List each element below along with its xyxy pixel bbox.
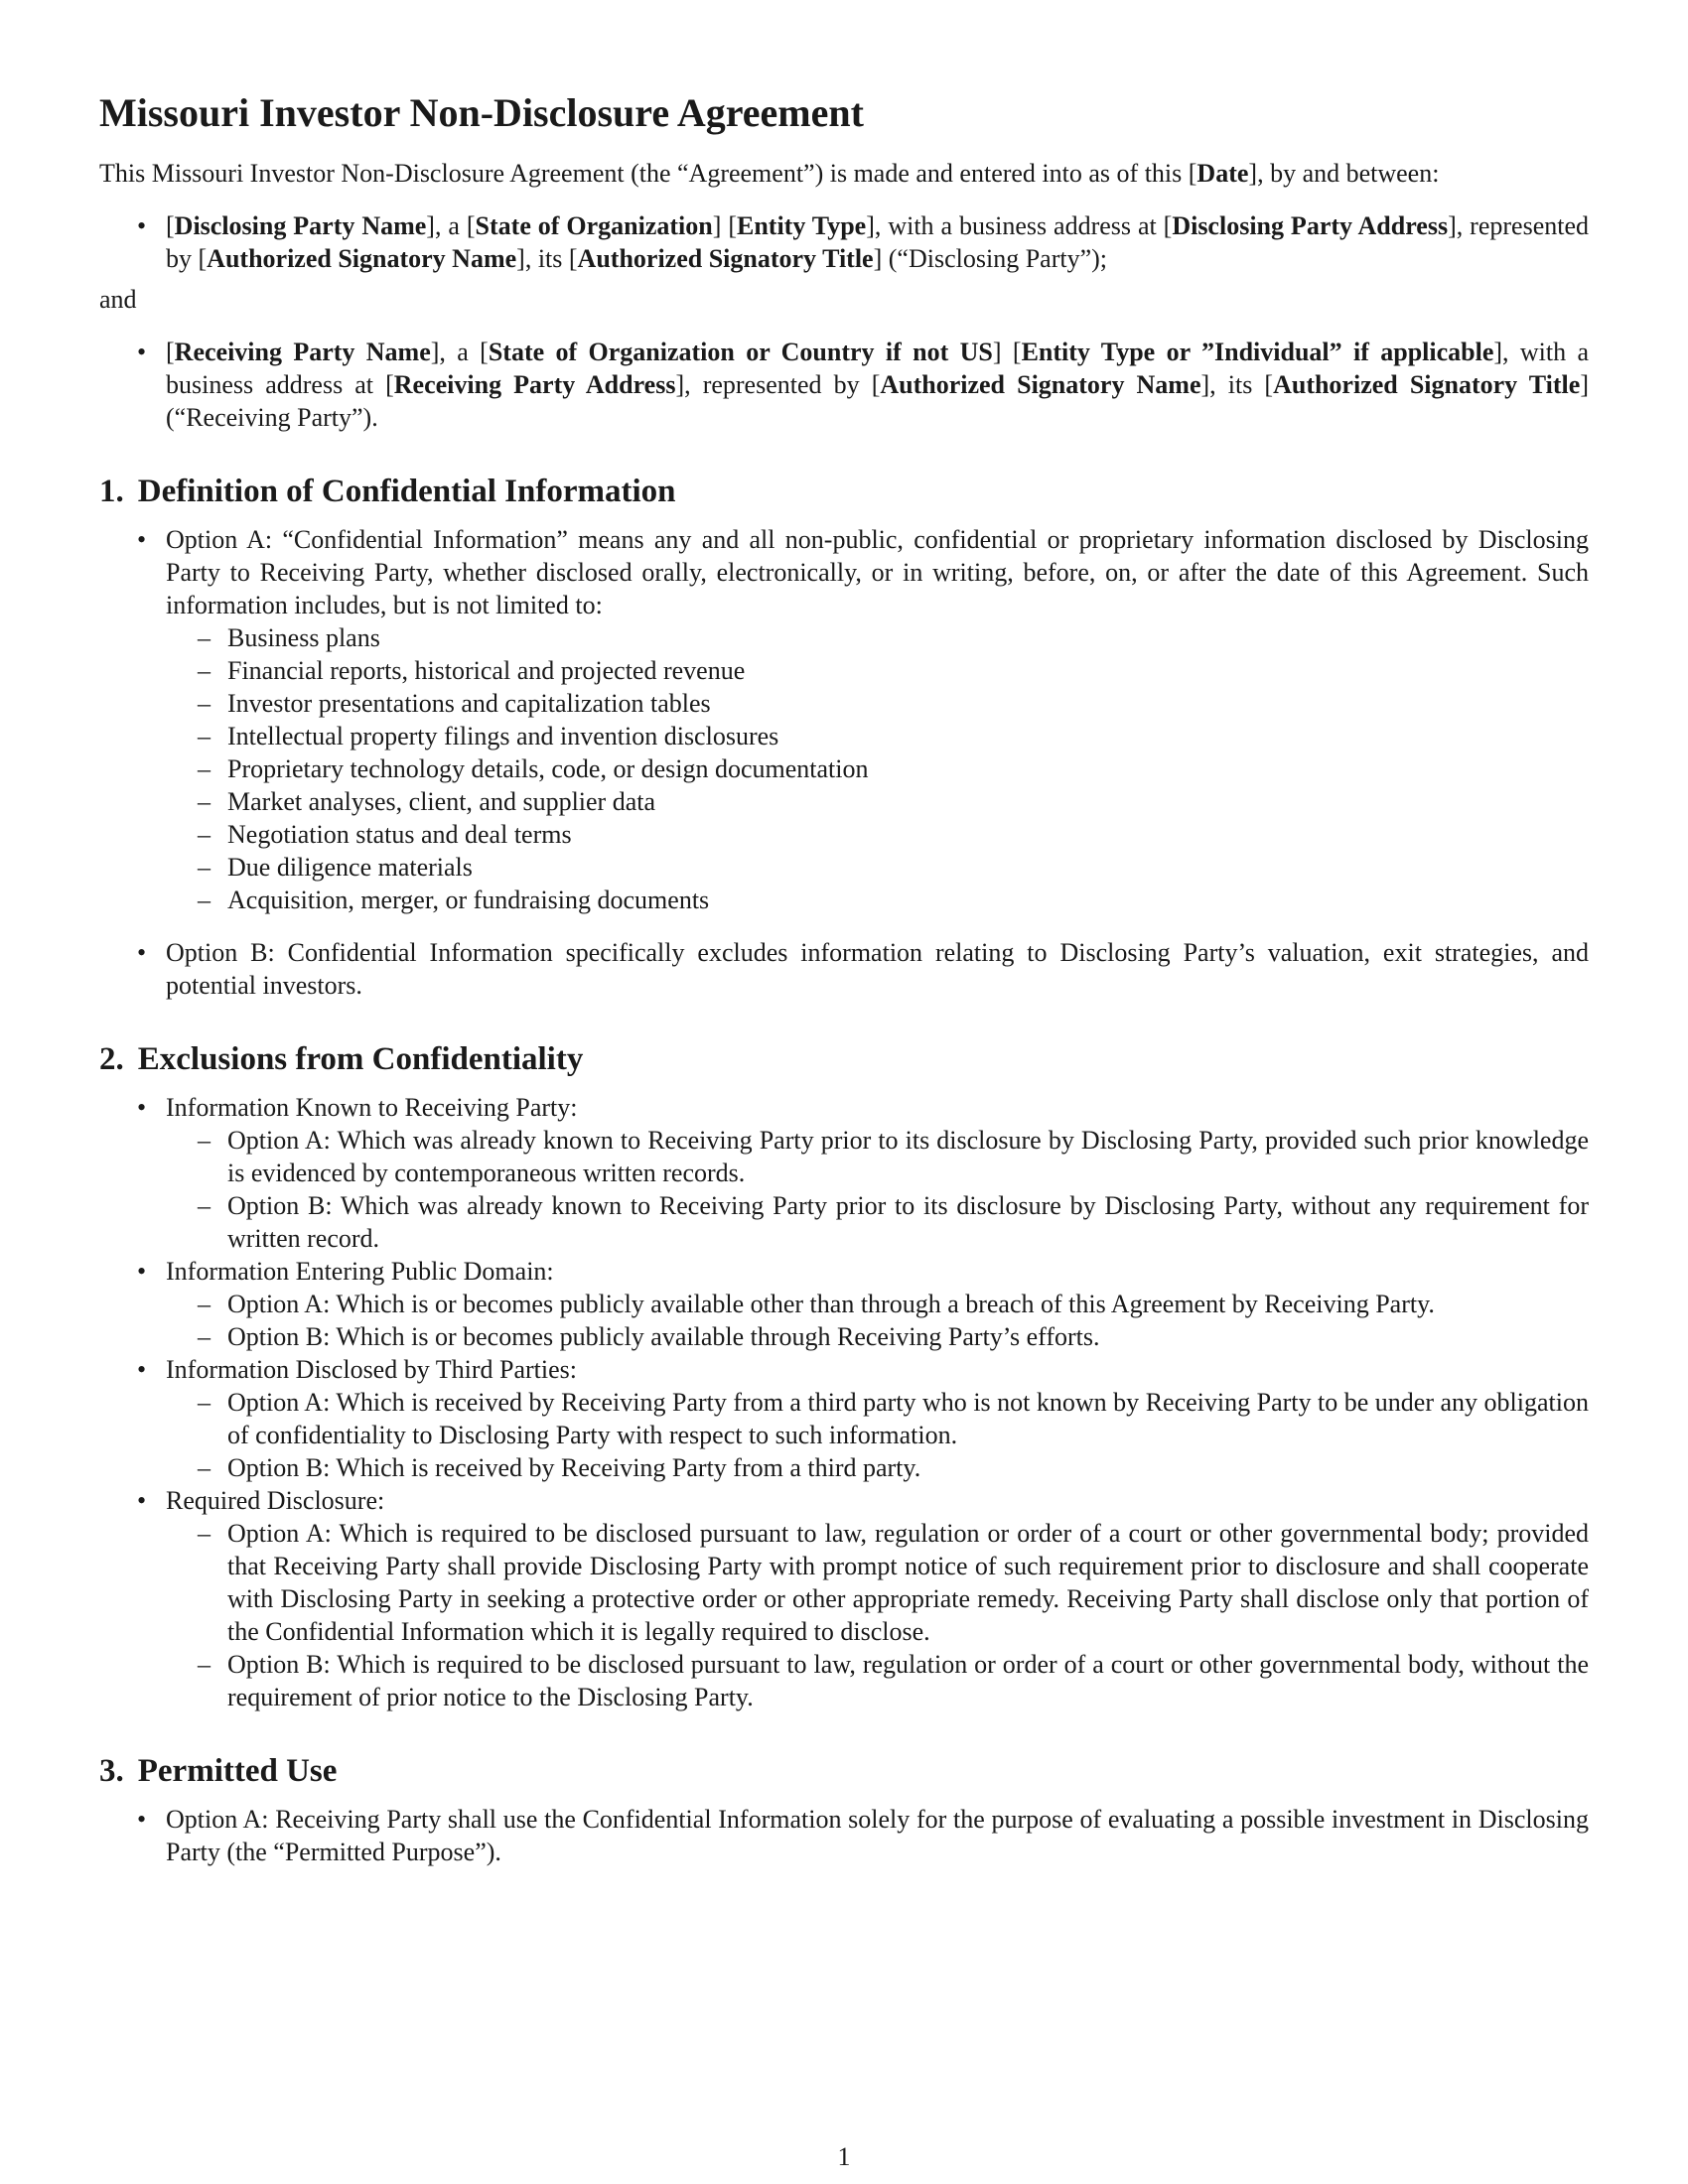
list-item: – Financial reports, historical and projected revenue — [166, 654, 1589, 687]
section-2-heading: 2. Exclusions from Confidentiality — [99, 1041, 584, 1077]
exclusion-option-a: – Option A: Which is or becomes publicly available other than through a breach of this Agreement by Receiving Party. — [166, 1288, 1589, 1320]
list-item: – Negotiation status and deal terms — [166, 818, 1589, 851]
receiving-party-item: • [Receiving Party Name], a [State of Organization or Country if not US] [Entity Type or ”Individual” if applicable], with a business address at [Receiving Party Address], represented by [Authorized Signatory Name], its [Authorized Signatory Title] (“Receiving Party”). — [99, 336, 1589, 434]
disclosing-party-list — [99, 209, 1589, 275]
section-1-option-b: • Option B: Confidential Information specifically excludes information relating to Disclosing Party’s valuation, exit strategies, and potential investors. — [99, 936, 1589, 1002]
exclusion-option-b: – Option B: Which was already known to Receiving Party prior to its disclosure by Disclosing Party, without any requirement for written record. — [166, 1189, 1589, 1255]
section-1-list — [99, 523, 1589, 1002]
list-item: – Proprietary technology details, code, or design documentation — [166, 752, 1589, 785]
confidential-info-examples — [166, 621, 1589, 916]
exclusion-option-b: – Option B: Which is received by Receiving Party from a third party. — [166, 1451, 1589, 1484]
section-3-heading: 3. Permitted Use — [99, 1753, 338, 1789]
exclusion-option-b: – Option B: Which is required to be disclosed pursuant to law, regulation or order of a court or other governmental body, without the requirement of prior notice to the Disclosing Party. — [166, 1648, 1589, 1713]
list-item: – Market analyses, client, and supplier data — [166, 785, 1589, 818]
list-item: – Intellectual property filings and invention disclosures — [166, 720, 1589, 752]
exclusion-group: • Required Disclosure: – Option A: Which is required to be disclosed pursuant to law, regulation or order of a court or other governmental body; provided that Receiving Party shall provide Disclosing Party with prompt notice of such requirement prior to disclosure and shall cooperate with Disclosing Party in seeking a protective order or other appropriate remedy. Receiving Party shall disclose only that portion of the Confidential Information which it is legally required to disclose. – Option B: Which is required to be disclosed pursuant to law, regulation or order of a court or other governmental body, without the requirement of prior notice to the Disclosing Party. — [99, 1484, 1589, 1713]
date-placeholder: Date — [1196, 159, 1249, 188]
exclusion-option-a: – Option A: Which was already known to Receiving Party prior to its disclosure by Disclosing Party, provided such prior knowledge is evidenced by contemporaneous written records. — [166, 1124, 1589, 1189]
exclusion-option-a: – Option A: Which is received by Receiving Party from a third party who is not known by Receiving Party to be under any obligation of confidentiality to Disclosing Party with respect to such information. — [166, 1386, 1589, 1451]
exclusion-option-a: – Option A: Which is required to be disclosed pursuant to law, regulation or order of a court or other governmental body; provided that Receiving Party shall provide Disclosing Party with prompt notice of such requirement prior to disclosure and shall cooperate with Disclosing Party in seeking a protective order or other appropriate remedy. Receiving Party shall disclose only that portion of the Confidential Information which it is legally required to disclose. — [166, 1517, 1589, 1648]
intro-paragraph: This Missouri Investor Non-Disclosure Agreement (the “Agreement”) is made and entered into as of this [Date], by and between: — [99, 159, 1440, 188]
disclosing-party-item: • [Disclosing Party Name], a [State of Organization] [Entity Type], with a business address at [Disclosing Party Address], represented by [Authorized Signatory Name], its [Authorized Signatory Title] (“Disclosing Party”); — [99, 209, 1589, 275]
section-3-list — [99, 1803, 1589, 1868]
receiving-party-list — [99, 336, 1589, 434]
list-item: – Investor presentations and capitalization tables — [166, 687, 1589, 720]
section-3-option-a: • Option A: Receiving Party shall use the Confidential Information solely for the purpose of evaluating a possible investment in Disclosing Party (the “Permitted Purpose”). — [99, 1803, 1589, 1868]
list-item: – Due diligence materials — [166, 851, 1589, 884]
list-item: – Business plans — [166, 621, 1589, 654]
section-2-list — [99, 1091, 1589, 1713]
section-1-option-a: • Option A: “Confidential Information” means any and all non-public, confidential or proprietary information disclosed by Disclosing Party to Receiving Party, whether disclosed orally, electronically, or in writing, before, on, or after the date of this Agreement. Such information includes, but is not limited to: – Business plans – Financial reports, historical and projected revenue – Investor presentations and capitalization tables – Intellectual property filings and invention disclosures – Proprietary technology details, code, or design documentation – Market analyses, client, and supplier data – Negotiation status and deal terms – Due diligence materials – Acquisition, merger, or fundraising documents — [99, 523, 1589, 916]
section-1-heading: 1. Definition of Confidential Information — [99, 474, 676, 509]
and-connector: and — [99, 285, 137, 314]
exclusion-group: • Information Known to Receiving Party: – Option A: Which was already known to Receiving Party prior to its disclosure by Disclosing Party, provided such prior knowledge is evidenced by contemporaneous written records. – Option B: Which was already known to Receiving Party prior to its disclosure by Disclosing Party, without any requirement for written record. — [99, 1091, 1589, 1255]
list-item: – Acquisition, merger, or fundraising documents — [166, 884, 1589, 916]
exclusion-group: • Information Entering Public Domain: – Option A: Which is or becomes publicly available other than through a breach of this Agreement by Receiving Party. – Option B: Which is or becomes publicly available through Receiving Party’s efforts. — [99, 1255, 1589, 1353]
exclusion-option-b: – Option B: Which is or becomes publicly available through Receiving Party’s efforts. — [166, 1320, 1589, 1353]
page-number: 1 — [837, 2142, 851, 2171]
exclusion-group: • Information Disclosed by Third Parties: – Option A: Which is received by Receiving Party from a third party who is not known by Receiving Party to be under any obligation of confidentiality to Disclosing Party with respect to such information. – Option B: Which is received by Receiving Party from a third party. — [99, 1353, 1589, 1484]
document-title: Missouri Investor Non-Disclosure Agreement — [99, 90, 864, 135]
document-page — [99, 69, 1589, 1868]
